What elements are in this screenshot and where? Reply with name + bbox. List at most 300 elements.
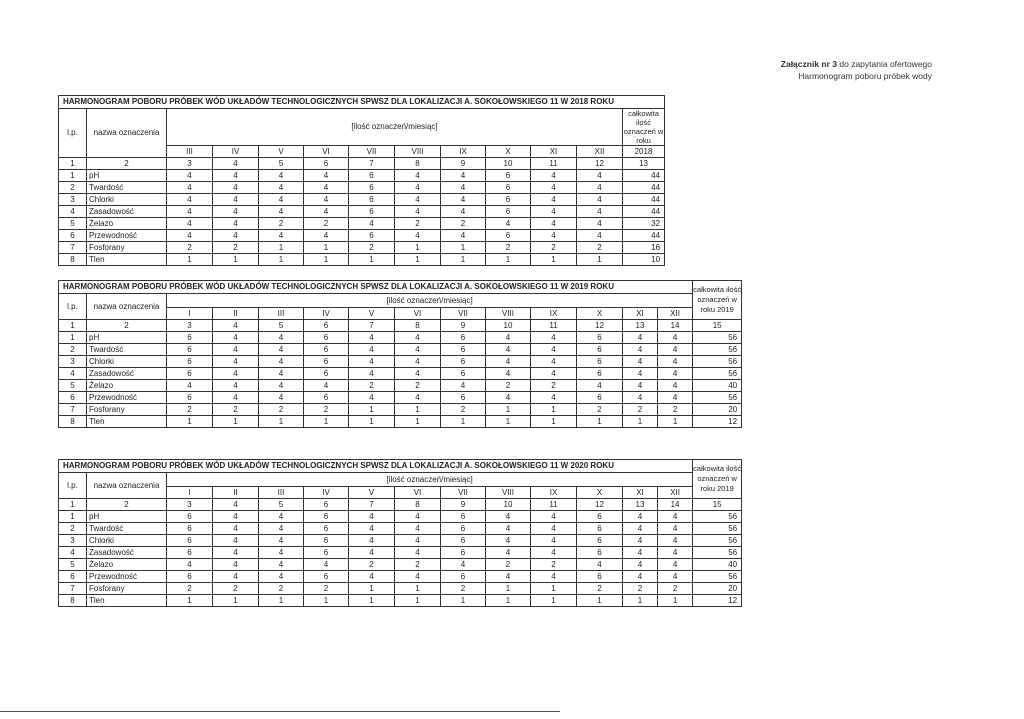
column-index-row xyxy=(59,158,665,170)
month-value-cell: 6 xyxy=(577,523,623,535)
column-index-cell: 2 xyxy=(87,158,167,170)
month-value-cell: 4 xyxy=(531,523,577,535)
month-value-cell: 4 xyxy=(486,368,531,380)
column-index-cell: 1 xyxy=(59,158,87,170)
name-header: nazwa oznaczenia xyxy=(87,473,167,499)
row-lp: 3 xyxy=(59,356,87,368)
total-header: całkowita ilość oznaczeń w roku 2019 xyxy=(693,460,742,499)
schedule-table-2020 xyxy=(58,459,742,607)
month-value-cell: 4 xyxy=(623,523,658,535)
month-value-cell: 4 xyxy=(577,218,623,230)
month-value-cell: 4 xyxy=(167,170,213,182)
month-value-cell: 4 xyxy=(486,535,531,547)
month-value-cell: 6 xyxy=(441,571,486,583)
row-total: 12 xyxy=(693,416,742,428)
month-value-cell: 4 xyxy=(531,547,577,559)
table-title-row xyxy=(59,460,742,473)
row-total: 56 xyxy=(693,344,742,356)
row-total: 56 xyxy=(693,511,742,523)
month-header: IV xyxy=(304,487,349,499)
month-value-cell: 4 xyxy=(304,559,349,571)
column-index-cell: 4 xyxy=(213,499,259,511)
table-row xyxy=(59,583,742,595)
month-value-cell: 2 xyxy=(658,404,693,416)
month-value-cell: 6 xyxy=(304,356,349,368)
month-value-cell: 1 xyxy=(304,254,349,266)
row-lp: 1 xyxy=(59,170,87,182)
column-index-cell: 14 xyxy=(658,499,693,511)
month-value-cell: 4 xyxy=(259,571,304,583)
month-value-cell: 6 xyxy=(304,368,349,380)
row-total: 20 xyxy=(693,404,742,416)
row-total: 44 xyxy=(623,206,665,218)
row-lp: 7 xyxy=(59,242,87,254)
column-index-cell: 13 xyxy=(623,499,658,511)
month-value-cell: 4 xyxy=(259,194,304,206)
month-value-cell: 4 xyxy=(395,332,441,344)
header-row xyxy=(59,294,742,308)
month-value-cell: 4 xyxy=(531,344,577,356)
month-header: X xyxy=(486,146,531,158)
month-value-cell: 2 xyxy=(167,242,213,254)
row-total: 44 xyxy=(623,230,665,242)
month-header: VIII xyxy=(486,308,531,320)
month-value-cell: 4 xyxy=(259,356,304,368)
row-lp: 3 xyxy=(59,194,87,206)
month-value-cell: 2 xyxy=(349,380,395,392)
month-value-cell: 1 xyxy=(167,254,213,266)
row-name: Chlorki xyxy=(87,535,167,547)
month-value-cell: 4 xyxy=(213,230,259,242)
month-value-cell: 4 xyxy=(304,230,349,242)
month-value-cell: 2 xyxy=(167,583,213,595)
column-index-row xyxy=(59,320,742,332)
row-lp: 2 xyxy=(59,344,87,356)
column-index-cell: 4 xyxy=(213,320,259,332)
row-name: pH xyxy=(87,511,167,523)
month-value-cell: 6 xyxy=(577,535,623,547)
month-value-cell: 4 xyxy=(531,230,577,242)
month-value-cell: 4 xyxy=(349,218,395,230)
row-lp: 8 xyxy=(59,595,87,607)
month-value-cell: 4 xyxy=(349,523,395,535)
table-row xyxy=(59,571,742,583)
column-index-cell: 12 xyxy=(577,320,623,332)
count-header: [ilość oznaczeń/miesiąc] xyxy=(167,109,623,146)
month-value-cell: 6 xyxy=(349,230,395,242)
month-value-cell: 4 xyxy=(486,332,531,344)
month-value-cell: 6 xyxy=(167,523,213,535)
row-name: Przewodność xyxy=(87,230,167,242)
table-row xyxy=(59,356,742,368)
month-value-cell: 1 xyxy=(304,416,349,428)
month-header: IX xyxy=(441,146,486,158)
month-value-cell: 4 xyxy=(658,559,693,571)
month-value-cell: 4 xyxy=(486,571,531,583)
month-value-cell: 1 xyxy=(395,254,441,266)
table-row xyxy=(59,368,742,380)
row-total: 12 xyxy=(693,595,742,607)
month-value-cell: 4 xyxy=(658,523,693,535)
month-value-cell: 4 xyxy=(259,535,304,547)
table-title: HARMONOGRAM POBORU PRÓBEK WÓD UKŁADÓW TECHNOLOGICZNYCH SPWSZ DLA LOKALIZACJI A. SOKOŁOWSKIEGO 11 W 2018 ROKU xyxy=(59,96,665,109)
header-row xyxy=(59,109,665,146)
table-row xyxy=(59,392,742,404)
month-value-cell: 4 xyxy=(395,571,441,583)
month-value-cell: 1 xyxy=(259,242,304,254)
row-name: Fosforany xyxy=(87,583,167,595)
month-value-cell: 4 xyxy=(167,380,213,392)
column-index-cell: 9 xyxy=(441,320,486,332)
month-value-cell: 1 xyxy=(486,595,531,607)
month-value-cell: 4 xyxy=(395,182,441,194)
month-value-cell: 4 xyxy=(531,511,577,523)
row-name: Fosforany xyxy=(87,404,167,416)
month-value-cell: 6 xyxy=(577,368,623,380)
month-header: II xyxy=(213,308,259,320)
month-value-cell: 1 xyxy=(486,254,531,266)
row-lp: 7 xyxy=(59,583,87,595)
month-value-cell: 4 xyxy=(349,571,395,583)
table-title-row xyxy=(59,281,742,294)
month-value-cell: 4 xyxy=(486,356,531,368)
month-value-cell: 6 xyxy=(349,194,395,206)
total-year-header: 2018 xyxy=(623,146,665,158)
month-value-cell: 2 xyxy=(577,242,623,254)
row-name: Fosforany xyxy=(87,242,167,254)
row-name: Twardość xyxy=(87,182,167,194)
month-value-cell: 4 xyxy=(623,559,658,571)
month-value-cell: 4 xyxy=(531,392,577,404)
month-value-cell: 4 xyxy=(349,332,395,344)
row-total: 40 xyxy=(693,380,742,392)
month-value-cell: 4 xyxy=(167,194,213,206)
month-header: IV xyxy=(304,308,349,320)
row-total: 16 xyxy=(623,242,665,254)
column-index-cell: 1 xyxy=(59,499,87,511)
month-value-cell: 4 xyxy=(577,206,623,218)
month-header: IX xyxy=(531,487,577,499)
month-header: V xyxy=(259,146,304,158)
month-value-cell: 4 xyxy=(623,332,658,344)
table-row xyxy=(59,254,665,266)
month-value-cell: 1 xyxy=(623,595,658,607)
month-value-cell: 1 xyxy=(349,583,395,595)
row-total: 44 xyxy=(623,182,665,194)
month-value-cell: 4 xyxy=(304,170,349,182)
month-header: III xyxy=(259,308,304,320)
column-index-cell: 6 xyxy=(304,499,349,511)
month-value-cell: 1 xyxy=(658,595,693,607)
month-value-cell: 2 xyxy=(658,583,693,595)
row-lp: 7 xyxy=(59,404,87,416)
column-index-cell: 5 xyxy=(259,499,304,511)
month-value-cell: 2 xyxy=(577,583,623,595)
month-value-cell: 4 xyxy=(577,559,623,571)
month-value-cell: 1 xyxy=(349,416,395,428)
month-value-cell: 2 xyxy=(349,559,395,571)
attachment-header xyxy=(781,58,932,82)
month-value-cell: 2 xyxy=(395,218,441,230)
row-lp: 6 xyxy=(59,571,87,583)
month-value-cell: 4 xyxy=(304,206,349,218)
month-value-cell: 4 xyxy=(395,206,441,218)
month-value-cell: 4 xyxy=(349,547,395,559)
month-value-cell: 1 xyxy=(531,416,577,428)
month-value-cell: 6 xyxy=(304,392,349,404)
month-value-cell: 4 xyxy=(486,511,531,523)
month-header: V xyxy=(349,487,395,499)
month-value-cell: 4 xyxy=(531,182,577,194)
row-name: Żelazo xyxy=(87,380,167,392)
row-total: 56 xyxy=(693,523,742,535)
row-total: 56 xyxy=(693,547,742,559)
month-value-cell: 6 xyxy=(486,170,531,182)
month-value-cell: 4 xyxy=(623,380,658,392)
month-value-cell: 1 xyxy=(167,416,213,428)
column-index-cell: 3 xyxy=(167,499,213,511)
column-index-cell: 11 xyxy=(531,158,577,170)
month-value-cell: 4 xyxy=(623,368,658,380)
row-name: Przewodność xyxy=(87,392,167,404)
month-value-cell: 4 xyxy=(486,344,531,356)
month-value-cell: 1 xyxy=(441,595,486,607)
month-value-cell: 4 xyxy=(349,511,395,523)
month-value-cell: 4 xyxy=(623,356,658,368)
month-value-cell: 6 xyxy=(167,332,213,344)
footer-divider xyxy=(0,711,560,712)
month-value-cell: 6 xyxy=(304,535,349,547)
month-value-cell: 6 xyxy=(577,571,623,583)
month-value-cell: 6 xyxy=(167,571,213,583)
column-index-cell: 15 xyxy=(693,320,742,332)
month-value-cell: 4 xyxy=(167,182,213,194)
month-value-cell: 4 xyxy=(623,571,658,583)
month-value-cell: 4 xyxy=(623,344,658,356)
month-value-cell: 4 xyxy=(658,547,693,559)
month-value-cell: 6 xyxy=(304,511,349,523)
month-value-cell: 1 xyxy=(486,583,531,595)
month-value-cell: 4 xyxy=(259,523,304,535)
column-index-cell: 7 xyxy=(349,158,395,170)
month-value-cell: 4 xyxy=(577,182,623,194)
month-value-cell: 4 xyxy=(658,344,693,356)
month-value-cell: 6 xyxy=(486,230,531,242)
column-index-cell: 9 xyxy=(441,158,486,170)
schedule-table-2018 xyxy=(58,95,665,266)
month-value-cell: 4 xyxy=(259,368,304,380)
column-index-cell: 3 xyxy=(167,320,213,332)
month-value-cell: 4 xyxy=(531,535,577,547)
month-value-cell: 2 xyxy=(304,218,349,230)
month-value-cell: 2 xyxy=(259,583,304,595)
table-row xyxy=(59,547,742,559)
month-value-cell: 1 xyxy=(167,595,213,607)
month-value-cell: 1 xyxy=(259,254,304,266)
month-value-cell: 6 xyxy=(304,344,349,356)
month-value-cell: 1 xyxy=(441,416,486,428)
month-value-cell: 4 xyxy=(259,206,304,218)
month-value-cell: 2 xyxy=(486,380,531,392)
month-value-cell: 6 xyxy=(577,511,623,523)
month-header: IV xyxy=(213,146,259,158)
month-header: I xyxy=(167,487,213,499)
document-title: Harmonogram poboru próbek wody xyxy=(798,71,932,81)
month-value-cell: 4 xyxy=(395,523,441,535)
month-value-cell: 2 xyxy=(395,380,441,392)
month-value-cell: 4 xyxy=(213,547,259,559)
month-value-cell: 6 xyxy=(441,547,486,559)
row-name: Twardość xyxy=(87,344,167,356)
table-row xyxy=(59,595,742,607)
table-title: HARMONOGRAM POBORU PRÓBEK WÓD UKŁADÓW TECHNOLOGICZNYCH SPWSZ DLA LOKALIZACJI A. SOKOŁOWSKIEGO 11 W 2019 ROKU xyxy=(59,281,693,294)
month-header: III xyxy=(167,146,213,158)
month-value-cell: 6 xyxy=(577,344,623,356)
month-value-cell: 6 xyxy=(304,332,349,344)
month-value-cell: 6 xyxy=(441,368,486,380)
month-value-cell: 1 xyxy=(349,595,395,607)
row-total: 56 xyxy=(693,535,742,547)
month-header: VIII xyxy=(395,146,441,158)
row-total: 56 xyxy=(693,571,742,583)
month-value-cell: 4 xyxy=(531,170,577,182)
month-value-cell: 4 xyxy=(623,511,658,523)
lp-header: l.p. xyxy=(59,473,87,499)
month-value-cell: 1 xyxy=(395,416,441,428)
month-value-cell: 6 xyxy=(304,547,349,559)
month-value-cell: 4 xyxy=(259,170,304,182)
month-value-cell: 4 xyxy=(349,392,395,404)
month-value-cell: 4 xyxy=(531,571,577,583)
row-lp: 8 xyxy=(59,254,87,266)
month-header: VI xyxy=(395,487,441,499)
month-value-cell: 1 xyxy=(531,404,577,416)
row-lp: 1 xyxy=(59,332,87,344)
month-value-cell: 4 xyxy=(441,182,486,194)
month-value-cell: 4 xyxy=(304,194,349,206)
month-value-cell: 4 xyxy=(441,559,486,571)
month-value-cell: 4 xyxy=(259,332,304,344)
row-total: 44 xyxy=(623,194,665,206)
month-value-cell: 2 xyxy=(486,559,531,571)
month-value-cell: 6 xyxy=(441,511,486,523)
month-value-cell: 4 xyxy=(441,206,486,218)
row-lp: 2 xyxy=(59,523,87,535)
month-value-cell: 4 xyxy=(213,380,259,392)
month-value-cell: 4 xyxy=(395,535,441,547)
month-value-cell: 4 xyxy=(213,182,259,194)
month-value-cell: 4 xyxy=(213,206,259,218)
month-value-cell: 6 xyxy=(167,368,213,380)
month-value-cell: 4 xyxy=(259,511,304,523)
month-value-cell: 1 xyxy=(577,595,623,607)
month-value-cell: 4 xyxy=(259,547,304,559)
month-header: VII xyxy=(441,308,486,320)
attachment-subtitle: do zapytania ofertowego xyxy=(839,59,932,69)
month-value-cell: 4 xyxy=(349,535,395,547)
month-value-cell: 2 xyxy=(623,404,658,416)
month-value-cell: 6 xyxy=(167,547,213,559)
month-value-cell: 4 xyxy=(349,368,395,380)
month-value-cell: 4 xyxy=(531,368,577,380)
month-value-cell: 2 xyxy=(167,404,213,416)
month-value-cell: 4 xyxy=(304,182,349,194)
month-value-cell: 4 xyxy=(658,511,693,523)
month-value-cell: 6 xyxy=(349,182,395,194)
schedule-table-2019 xyxy=(58,280,742,428)
row-lp: 1 xyxy=(59,511,87,523)
month-value-cell: 4 xyxy=(167,206,213,218)
month-header: X xyxy=(577,487,623,499)
month-value-cell: 2 xyxy=(441,218,486,230)
total-header: całkowita ilość oznaczeń w roku xyxy=(623,109,664,145)
row-lp: 4 xyxy=(59,368,87,380)
month-value-cell: 2 xyxy=(213,404,259,416)
name-header: nazwa oznaczenia xyxy=(87,294,167,320)
month-value-cell: 1 xyxy=(441,254,486,266)
month-value-cell: 4 xyxy=(395,392,441,404)
table-title-row xyxy=(59,96,665,109)
month-header: XI xyxy=(623,487,658,499)
month-value-cell: 4 xyxy=(259,344,304,356)
month-value-cell: 4 xyxy=(395,170,441,182)
row-total: 32 xyxy=(623,218,665,230)
column-index-cell: 6 xyxy=(304,320,349,332)
row-total: 56 xyxy=(693,356,742,368)
month-value-cell: 4 xyxy=(486,523,531,535)
month-value-cell: 4 xyxy=(213,523,259,535)
month-value-cell: 1 xyxy=(213,595,259,607)
month-value-cell: 2 xyxy=(441,583,486,595)
month-value-cell: 4 xyxy=(259,392,304,404)
month-value-cell: 4 xyxy=(531,206,577,218)
month-value-cell: 4 xyxy=(259,230,304,242)
month-value-cell: 4 xyxy=(213,559,259,571)
month-value-cell: 6 xyxy=(441,332,486,344)
column-index-cell: 12 xyxy=(577,499,623,511)
table-row xyxy=(59,523,742,535)
month-value-cell: 6 xyxy=(486,194,531,206)
row-name: Tlen xyxy=(87,254,167,266)
month-header: II xyxy=(213,487,259,499)
column-index-cell: 11 xyxy=(531,499,577,511)
month-value-cell: 1 xyxy=(658,416,693,428)
month-value-cell: 6 xyxy=(486,182,531,194)
month-value-cell: 2 xyxy=(441,404,486,416)
lp-header: l.p. xyxy=(59,109,87,158)
table-row xyxy=(59,218,665,230)
month-value-cell: 4 xyxy=(658,535,693,547)
column-index-cell: 13 xyxy=(623,320,658,332)
month-value-cell: 6 xyxy=(441,356,486,368)
column-index-cell: 12 xyxy=(577,158,623,170)
month-value-cell: 1 xyxy=(577,416,623,428)
month-value-cell: 4 xyxy=(213,511,259,523)
month-value-cell: 2 xyxy=(259,218,304,230)
column-index-cell: 8 xyxy=(395,499,441,511)
month-value-cell: 4 xyxy=(395,547,441,559)
column-index-cell: 11 xyxy=(531,320,577,332)
row-name: Zasadowość xyxy=(87,368,167,380)
row-total: 56 xyxy=(693,332,742,344)
month-value-cell: 1 xyxy=(395,595,441,607)
name-header: nazwa oznaczenia xyxy=(87,109,167,158)
month-value-cell: 4 xyxy=(213,356,259,368)
month-value-cell: 1 xyxy=(349,254,395,266)
month-value-cell: 4 xyxy=(395,511,441,523)
month-value-cell: 4 xyxy=(531,356,577,368)
row-name: Zasadowość xyxy=(87,547,167,559)
